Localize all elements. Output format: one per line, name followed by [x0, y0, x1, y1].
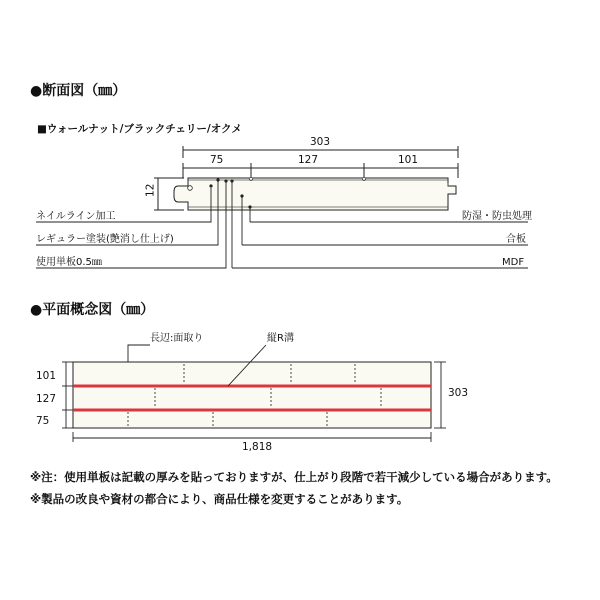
plan-length-dim: [73, 432, 431, 442]
product-names: ■ウォールナット/ブラックチェリー/オクメ: [37, 123, 242, 135]
label-veneer-thickness: 使用単板0.5㎜: [36, 257, 102, 268]
label-long-edge-chamfer: 長辺:面取り: [150, 333, 204, 344]
label-mdf: MDF: [502, 257, 525, 268]
dim-total-303: 303: [310, 136, 331, 148]
plan-view-title: ●平面概念図（㎜）: [30, 302, 155, 318]
label-moisture-insect: 防湿・防虫処理: [462, 211, 532, 222]
label-regular-coating: レギュラー塗装(艶消し仕上げ): [36, 234, 174, 245]
row-101: 101: [36, 370, 57, 382]
plan-width-dim: [434, 362, 446, 428]
dim-thickness-12: 12: [144, 183, 157, 197]
note-veneer: ※注：使用単板は記載の厚みを貼っておりますが、仕上がり段階で若干減少している場合があります。: [30, 470, 558, 484]
dim-width-303: 303: [448, 387, 469, 399]
dim-length-1818: 1,818: [242, 441, 273, 453]
label-plywood: 合板: [506, 234, 526, 245]
leader-chamfer: [128, 345, 150, 362]
plan-row-dims: [62, 362, 73, 428]
dim-75: 75: [210, 154, 224, 166]
board-profile: [174, 178, 456, 210]
label-vertical-groove: 縦R溝: [267, 333, 294, 344]
row-127: 127: [36, 393, 57, 405]
label-nail-line: ネイルライン加工: [36, 211, 116, 222]
dim-101: 101: [398, 154, 419, 166]
row-75: 75: [36, 415, 50, 427]
dim-127: 127: [298, 154, 319, 166]
note-spec-change: ※製品の改良や資材の都合により、商品仕様を変更することがあります。: [30, 492, 409, 506]
nail-line-mark: [188, 186, 193, 191]
cross-section-title: ●断面図（㎜）: [30, 83, 127, 99]
plan-board: [73, 362, 431, 428]
